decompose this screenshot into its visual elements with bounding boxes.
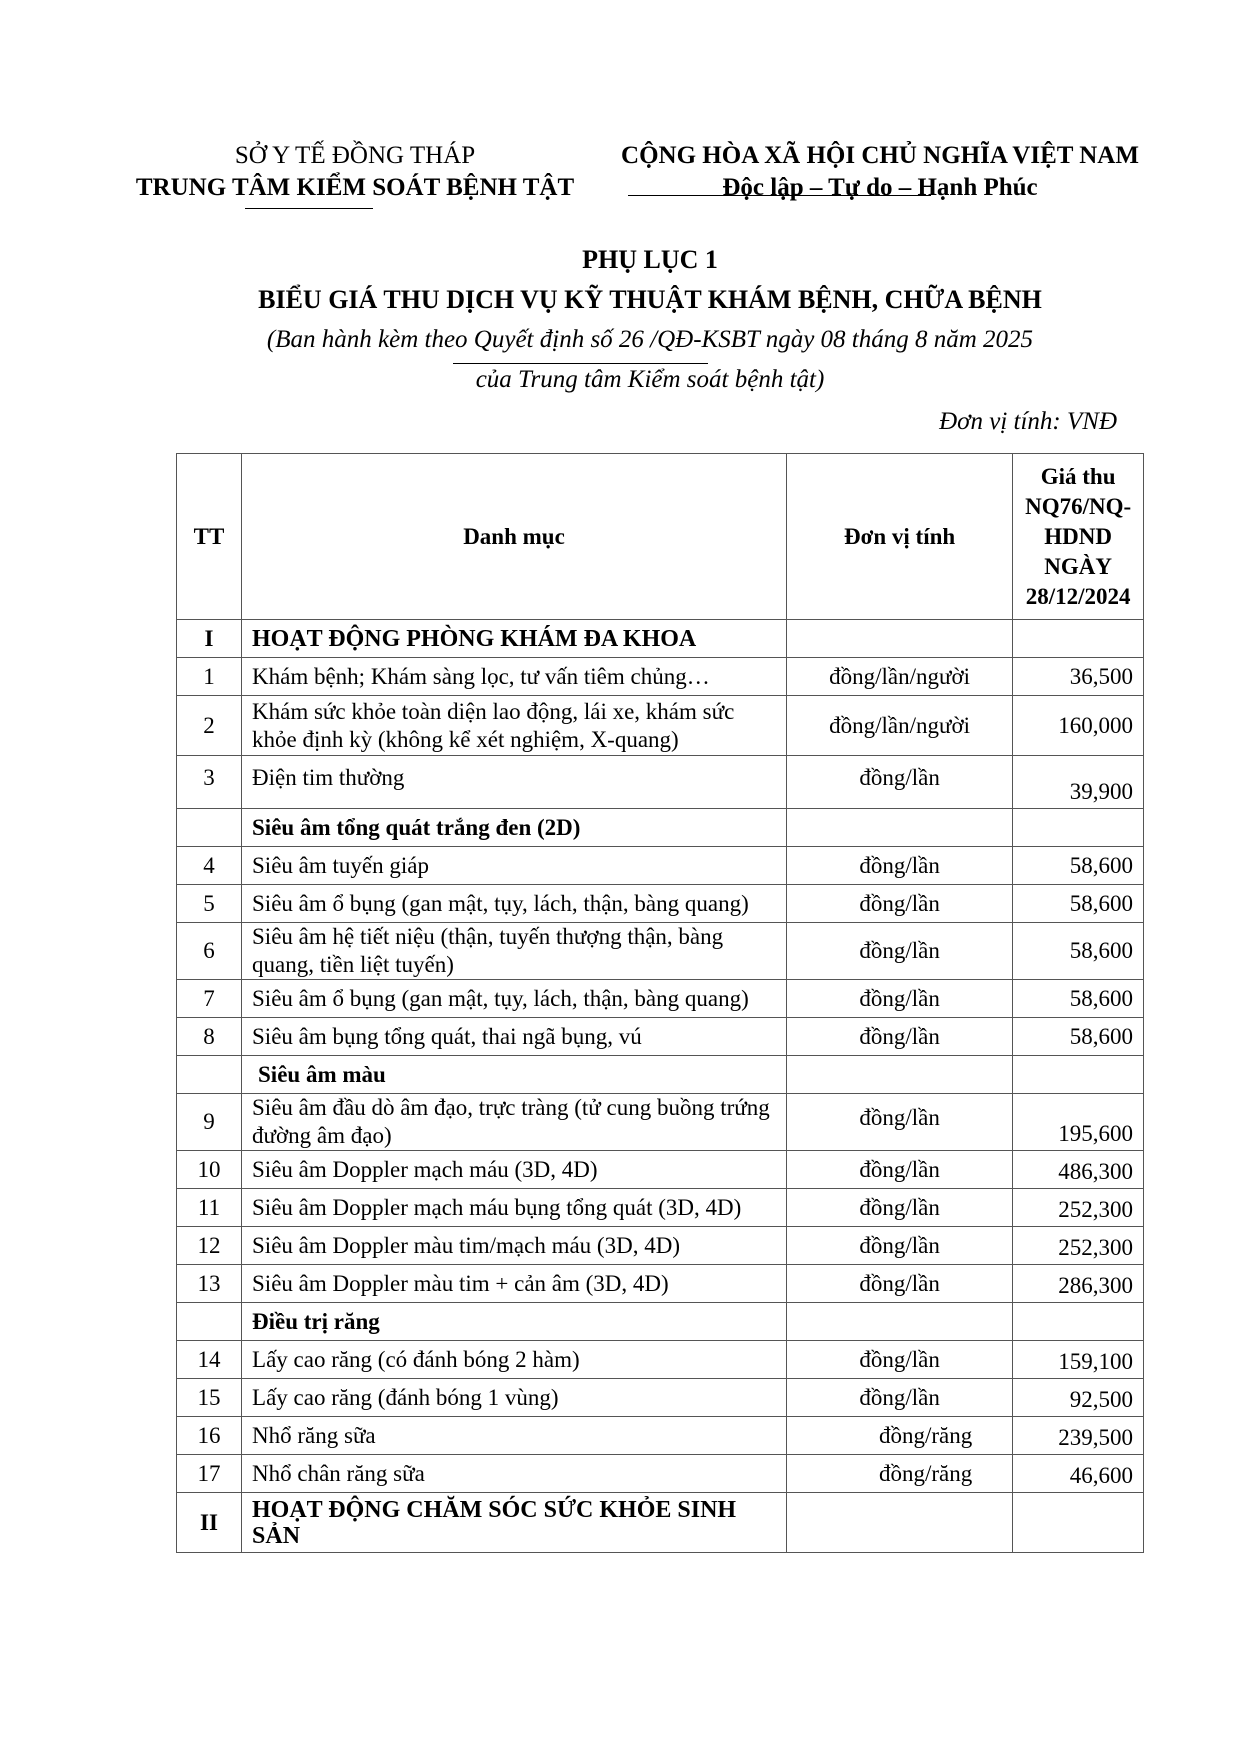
row-unit: đồng/lần [786,1379,1012,1417]
row-name: HOẠT ĐỘNG PHÒNG KHÁM ĐA KHOA [242,620,787,658]
table-row [177,1265,1144,1303]
row-name: Siêu âm tuyến giáp [242,847,787,885]
row-unit [786,620,1012,658]
row-tt [177,1056,242,1094]
table-row [177,658,1144,696]
row-tt: 4 [177,847,242,885]
row-name: Nhổ răng sữa [242,1417,787,1455]
row-unit: đồng/răng [786,1417,1012,1455]
row-unit [786,1056,1012,1094]
row-tt: 12 [177,1227,242,1265]
row-tt: 6 [177,923,242,980]
national-motto: Độc lập – Tự do – Hạnh Phúc [722,174,1038,201]
row-name: Lấy cao răng (có đánh bóng 2 hàm) [242,1341,787,1379]
row-unit [786,809,1012,847]
section-row [177,620,1144,658]
row-price: 36,500 [1013,658,1144,696]
row-unit: đồng/lần [786,1018,1012,1056]
row-unit: đồng/lần [786,1189,1012,1227]
row-name: Lấy cao răng (đánh bóng 1 vùng) [242,1379,787,1417]
column-header-tt: TT [177,454,242,620]
row-unit: đồng/lần [786,756,1012,809]
title-underline [453,363,708,364]
row-price: 239,500 [1013,1417,1144,1455]
table-row [177,1455,1144,1493]
row-tt: 9 [177,1094,242,1151]
row-price [1013,1056,1144,1094]
table-row [177,1094,1144,1151]
row-price [1013,620,1144,658]
row-name: Siêu âm màu [242,1056,787,1094]
row-name: Siêu âm ổ bụng (gan mật, tụy, lách, thận, bàng quang) [242,980,787,1018]
row-price [1013,809,1144,847]
row-tt: 1 [177,658,242,696]
table-row [177,1189,1144,1227]
row-tt: 2 [177,696,242,756]
section-row [177,1493,1144,1553]
row-tt: 7 [177,980,242,1018]
column-header-name: Danh mục [242,454,787,620]
row-name: Khám bệnh; Khám sàng lọc, tư vấn tiêm chủng… [242,658,787,696]
row-unit: đồng/lần [786,1227,1012,1265]
row-tt [177,809,242,847]
subtitle-line2: của Trung tâm Kiểm soát bệnh tật) [475,366,825,393]
row-price: 486,300 [1013,1151,1144,1189]
table-row [177,980,1144,1018]
row-name: Siêu âm Doppler màu tim/mạch máu (3D, 4D) [242,1227,787,1265]
subsection-row [177,1056,1144,1094]
row-tt [177,1303,242,1341]
row-tt: II [177,1493,242,1553]
row-unit [786,1303,1012,1341]
table-header-row [177,454,1144,620]
table-row [177,1018,1144,1056]
row-name: Siêu âm Doppler mạch máu bụng tổng quát (3D, 4D) [242,1189,787,1227]
national-name: CỘNG HÒA XÃ HỘI CHỦ NGHĨA VIỆT NAM [621,142,1139,169]
row-price: 58,600 [1013,980,1144,1018]
row-name: Điện tim thường [242,756,787,809]
row-tt: 14 [177,1341,242,1379]
price-header-line1: Giá thu [1040,463,1116,489]
row-name: Siêu âm hệ tiết niệu (thận, tuyến thượng thận, bàng quang, tiền liệt tuyến) [242,923,787,980]
subsection-row [177,1303,1144,1341]
row-price: 58,600 [1013,923,1144,980]
row-price: 195,600 [1013,1094,1144,1151]
row-unit [786,1493,1012,1553]
price-header-line5: 28/12/2024 [1025,583,1131,609]
row-name: Siêu âm Doppler mạch máu (3D, 4D) [242,1151,787,1189]
row-price: 286,300 [1013,1265,1144,1303]
price-header-line3: HDND [1044,523,1112,549]
issuing-agency-header [120,140,590,204]
row-price: 46,600 [1013,1455,1144,1493]
row-unit: đồng/lần [786,1151,1012,1189]
row-tt: I [177,620,242,658]
table-row [177,1151,1144,1189]
row-unit: đồng/răng [786,1455,1012,1493]
row-price: 39,900 [1013,756,1144,809]
row-price: 58,600 [1013,847,1144,885]
appendix-title: PHỤ LỤC 1 [582,245,718,274]
row-name: Khám sức khỏe toàn diện lao động, lái xe, khám sức khỏe định kỳ (không kể xét nghiệm, X-quang) [242,696,787,756]
center-name: TRUNG TÂM KIỂM SOÁT BỆNH TẬT [135,174,575,201]
price-table [176,453,1144,1553]
table-row [177,923,1144,980]
table-row [177,1227,1144,1265]
agency-underline [245,208,373,209]
row-price: 92,500 [1013,1379,1144,1417]
row-unit: đồng/lần [786,847,1012,885]
price-header-line2: NQ76/NQ- [1025,493,1132,519]
table-row [177,696,1144,756]
row-price: 58,600 [1013,885,1144,923]
row-tt: 13 [177,1265,242,1303]
price-header-line4: NGÀY [1044,553,1112,579]
row-unit: đồng/lần [786,980,1012,1018]
row-price: 160,000 [1013,696,1144,756]
row-name: Siêu âm đầu dò âm đạo, trực tràng (tử cung buồng trứng đường âm đạo) [242,1094,787,1151]
motto-underline [628,195,931,196]
subsection-row [177,809,1144,847]
row-tt: 16 [177,1417,242,1455]
row-tt: 11 [177,1189,242,1227]
main-title: BIỂU GIÁ THU DỊCH VỤ KỸ THUẬT KHÁM BỆNH, CHỮA BỆNH [258,285,1042,314]
row-price: 58,600 [1013,1018,1144,1056]
row-price: 252,300 [1013,1189,1144,1227]
table-row [177,1379,1144,1417]
row-name: Điều trị răng [242,1303,787,1341]
row-price [1013,1493,1144,1553]
table-row [177,847,1144,885]
row-unit: đồng/lần [786,923,1012,980]
department-name: SỞ Y TẾ ĐỒNG THÁP [234,142,476,169]
row-unit: đồng/lần/người [786,696,1012,756]
table-row [177,1341,1144,1379]
row-tt: 5 [177,885,242,923]
row-name: Nhổ chân răng sữa [242,1455,787,1493]
row-price: 159,100 [1013,1341,1144,1379]
row-tt: 15 [177,1379,242,1417]
row-unit: đồng/lần [786,885,1012,923]
row-name: Siêu âm Doppler màu tim + cản âm (3D, 4D) [242,1265,787,1303]
row-name: Siêu âm ổ bụng (gan mật, tụy, lách, thận, bàng quang) [242,885,787,923]
row-tt: 8 [177,1018,242,1056]
row-price: 252,300 [1013,1227,1144,1265]
row-unit: đồng/lần [786,1341,1012,1379]
row-tt: 10 [177,1151,242,1189]
row-unit: đồng/lần/người [786,658,1012,696]
table-row [177,1417,1144,1455]
row-tt: 3 [177,756,242,809]
column-header-unit: Đơn vị tính [786,454,1012,620]
row-name: HOẠT ĐỘNG CHĂM SÓC SỨC KHỎE SINH SẢN [242,1493,787,1553]
row-tt: 17 [177,1455,242,1493]
subtitle-line1: (Ban hành kèm theo Quyết định số 26 /QĐ-KSBT ngày 08 tháng 8 năm 2025 [266,326,1034,353]
currency-unit-note: Đơn vị tính: VNĐ [939,408,1117,435]
column-header-price [1013,454,1144,620]
table-row [177,756,1144,809]
row-price [1013,1303,1144,1341]
row-name: Siêu âm bụng tổng quát, thai ngã bụng, vú [242,1018,787,1056]
row-unit: đồng/lần [786,1094,1012,1151]
row-unit: đồng/lần [786,1265,1012,1303]
table-row [177,885,1144,923]
document-title-block [150,240,1150,400]
row-name: Siêu âm tổng quát trắng đen (2D) [242,809,787,847]
